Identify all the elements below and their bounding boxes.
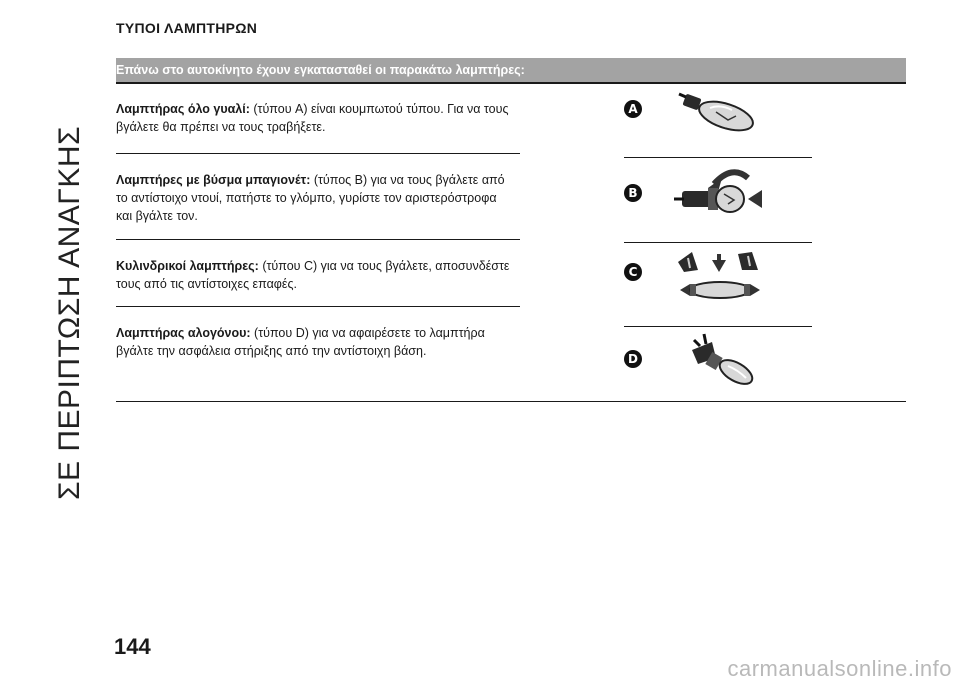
section-bulb-b	[116, 171, 516, 225]
page-number: 144	[114, 634, 151, 659]
section-title: Λαμπτήρας όλο γυαλί:	[116, 102, 250, 116]
section-text: (τύπος B) για να τους βγάλετε από το αντίστοιχο ντουί, πατήστε το γλόμπο, γυρίστε τον αριστερόστροφα και βγάλτε τον.	[116, 173, 505, 223]
section-title: Λαμπτήρας αλογόνου:	[116, 326, 251, 340]
section-text: (τύπου D) για να αφαιρέσετε το λαμπτήρα βγάλτε την ασφάλεια στήριξης από την αντίστοιχη βάση.	[116, 326, 485, 358]
section-bulb-c	[116, 257, 516, 293]
figure-label-c: C	[624, 263, 642, 281]
section-bulb-d	[116, 324, 516, 360]
intro-banner	[116, 58, 906, 84]
section-end-rule	[116, 401, 906, 402]
figure-label-d: D	[624, 350, 642, 368]
section-text: (τύπου A) είναι κουμπωτού τύπου. Για να τους βγάλετε θα πρέπει να τους τραβήξετε.	[116, 102, 509, 134]
watermark: carmanualsonline.info	[727, 656, 952, 681]
figure-label-b: B	[624, 184, 642, 202]
side-section-title	[49, 18, 91, 608]
section-text: (τύπου C) για να τους βγάλετε, αποσυνδέστε τους από τις αντίστοιχες επαφές.	[116, 259, 510, 291]
figure-label-a: A	[624, 100, 642, 118]
festoon-bulb-icon	[672, 248, 772, 304]
section-title: Λαμπτήρες με βύσμα μπαγιονέτ:	[116, 173, 311, 187]
intro-banner-text: Επάνω στο αυτοκίνητο έχουν εγκατασταθεί οι παρακάτω λαμπτήρες:	[116, 63, 525, 77]
section-bulb-a	[116, 100, 516, 136]
divider	[116, 306, 520, 307]
halogen-bulb-icon	[684, 332, 764, 392]
figure-divider	[624, 326, 812, 327]
glass-bulb-icon	[676, 86, 766, 134]
divider	[116, 153, 520, 154]
bayonet-bulb-icon	[672, 164, 772, 224]
section-title: Κυλινδρικοί λαμπτήρες:	[116, 259, 259, 273]
side-section-title-text: ΣΕ ΠΕΡΙΠΤΩΣΗ ΑΝΑΓΚΗΣ	[53, 125, 86, 501]
divider	[116, 239, 520, 240]
figure-divider	[624, 157, 812, 158]
page-heading: ΤΥΠΟΙ ΛΑΜΠΤΗΡΩΝ	[116, 20, 258, 36]
figure-divider	[624, 242, 812, 243]
